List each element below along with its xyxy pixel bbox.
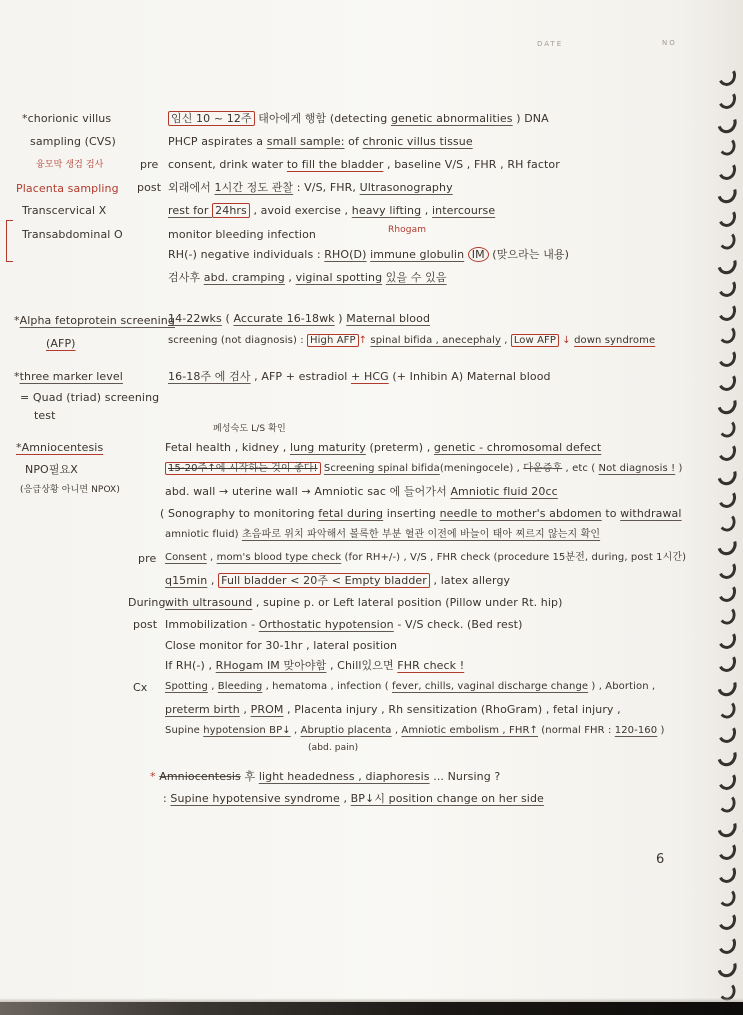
note-segment: ... Nursing ? <box>429 770 501 783</box>
amnio-line-during <box>165 596 563 610</box>
note-segment: Bleeding <box>217 681 263 692</box>
amnio-line-2 <box>165 463 682 476</box>
note-segment: Accurate 16-18wk <box>233 312 335 325</box>
spiral-binding <box>712 66 742 1001</box>
cvs-korean-label <box>36 160 103 171</box>
note-segment: *chorionic villus <box>22 112 112 125</box>
note-segment: , <box>206 552 217 563</box>
note-segment: , baseline V/S , FHR , RH factor <box>383 158 560 171</box>
note-segment: (+ Inhibin A) Maternal blood <box>388 370 551 383</box>
note-segment: , <box>391 725 402 736</box>
note-segment: genetic - chromosomal defect <box>433 441 602 454</box>
note-segment: fever, chills, vaginal discharge change <box>391 681 589 692</box>
note-segment: ) <box>675 463 683 474</box>
spiral-coil <box>716 650 738 674</box>
note-segment: , hematoma , infection ( <box>262 681 392 692</box>
note-segment: 다운증후 <box>523 463 563 474</box>
note-segment: , supine p. or Left lateral position (Pillow under Rt. hip) <box>252 596 563 609</box>
note-segment: 15-20주↑에 시작하는 것이 좋다! <box>165 462 321 475</box>
note-segment: Supine <box>165 725 204 736</box>
note-segment: Amniotic embolism , FHR↑ <box>401 725 538 736</box>
note-segment: Amniotic fluid 20cc <box>450 485 558 498</box>
note-segment: High AFP <box>307 334 359 347</box>
amnio-abd-pain-note <box>308 743 358 754</box>
note-segment: amniotic fluid) <box>165 529 242 540</box>
note-segment: ( Sonography to monitoring <box>160 507 319 520</box>
afp-title <box>14 314 175 328</box>
date-label: DATE <box>537 40 564 48</box>
spiral-coil <box>716 369 738 393</box>
note-segment: 검사후 <box>168 271 204 284</box>
note-segment: Screening spinal bifida <box>323 463 440 474</box>
amnio-ls-annotation <box>213 424 286 435</box>
note-segment: Amniocentesis <box>159 770 241 783</box>
note-segment: sampling (CVS) <box>30 135 116 148</box>
spiral-coil <box>718 230 736 250</box>
amnio-line-pre <box>165 552 686 565</box>
note-segment: * <box>14 314 20 327</box>
cvs-line-1 <box>168 112 549 126</box>
note-segment: consent, drink water <box>168 158 287 171</box>
note-segment: Immobilization - <box>165 618 259 631</box>
spiral-coil <box>716 158 738 182</box>
spiral-coil <box>718 699 736 719</box>
note-segment: abd. wall → uterine wall → Amniotic sac 에 들어가서 <box>165 485 451 498</box>
spiral-coil <box>716 768 738 792</box>
note-segment: PHCP aspirates a <box>168 135 267 148</box>
note-segment: ) <box>657 725 665 736</box>
note-segment: , <box>421 204 432 217</box>
note-segment: FHR check ! <box>397 659 465 672</box>
rhogam-annotation <box>388 225 426 236</box>
note-segment: intercourse <box>431 204 496 217</box>
spiral-coil <box>714 109 740 136</box>
amnio-cx-label <box>133 681 147 695</box>
note-segment: abd. cramping <box>203 271 285 284</box>
note-segment: , etc ( <box>562 463 599 474</box>
note-segment: , latex allergy <box>429 574 511 587</box>
spiral-coil <box>714 391 740 418</box>
amnio-line-1 <box>165 441 601 455</box>
amnio-line-5 <box>165 529 600 542</box>
note-segment: monitor bleeding infection <box>168 228 316 241</box>
three-marker-line2 <box>20 391 159 405</box>
cvs-line-post <box>168 181 453 195</box>
note-segment: , <box>290 725 301 736</box>
cvs-line-rh <box>168 248 569 262</box>
spiral-coil <box>714 743 740 770</box>
note-segment: , <box>207 574 219 587</box>
note-segment: (AFP) <box>46 337 76 350</box>
note-segment: Orthostatic hypotension <box>258 618 394 631</box>
spiral-coil <box>718 418 736 438</box>
note-segment: Close monitor for 30-1hr , lateral position <box>165 639 398 652</box>
cvs-transcervical <box>22 204 106 218</box>
note-segment: (abd. pain) <box>308 743 359 753</box>
spiral-coil <box>714 954 740 981</box>
spiral-coil <box>716 838 738 862</box>
spiral-coil <box>716 862 738 886</box>
three-marker-title <box>14 370 123 384</box>
note-segment: 폐성숙도 L/S 확인 <box>213 424 286 434</box>
spiral-coil <box>716 64 738 88</box>
spiral-coil <box>718 512 736 532</box>
note-segment: 있을 수 있음 <box>385 271 447 284</box>
spiral-coil <box>718 324 736 344</box>
note-segment: pre <box>138 552 157 565</box>
spiral-coil <box>716 627 738 651</box>
note-segment: 태아에게 행함 (detecting <box>254 112 391 125</box>
spiral-coil <box>716 557 738 581</box>
note-segment: - V/S check. (Bed rest) <box>393 618 523 631</box>
note-segment: 24hrs <box>212 203 250 218</box>
note-segment: , <box>239 703 251 716</box>
amnio-line-cx1 <box>165 681 655 694</box>
note-segment: (meningocele) , <box>439 463 524 474</box>
note-segment: with ultrasound <box>165 596 253 609</box>
spiral-coil <box>718 605 736 625</box>
note-segment: genetic abnormalities <box>390 112 513 125</box>
note-segment: Placenta sampling <box>16 182 119 195</box>
note-segment: = Quad (triad) screening <box>20 391 160 404</box>
note-segment: Maternal blood <box>346 312 431 325</box>
amnio-npo-note <box>20 485 120 496</box>
note-segment: During <box>128 596 166 609</box>
note-segment: 초음파로 위치 파악해서 볼록한 부분 혈관 이전에 바늘이 태아 찌르지 않는지 확인 <box>241 529 601 540</box>
note-segment: Supine hypotensive syndrome <box>170 792 340 805</box>
note-segment: 후 <box>240 770 259 783</box>
spiral-coil <box>714 531 740 558</box>
cvs-title-line1 <box>22 112 111 126</box>
note-segment: Spotting <box>165 681 208 692</box>
note-segment: down syndrome <box>574 335 656 346</box>
note-segment: q15min <box>165 574 208 587</box>
note-segment: : V/S, FHR, <box>293 181 360 194</box>
spiral-coil <box>716 88 738 112</box>
note-segment: Full bladder < 20주 < Empty bladder <box>218 573 430 588</box>
note-segment: Fetal health , kidney , <box>165 441 290 454</box>
note-segment: post <box>133 618 158 631</box>
note-segment: Abruptio placenta <box>300 725 392 736</box>
page-number: 6 <box>656 852 665 867</box>
spiral-coil <box>716 721 738 745</box>
amnio-line-3 <box>165 485 558 499</box>
note-segment: (preterm) , <box>365 441 434 454</box>
note-segment: Transabdominal O <box>22 228 123 241</box>
note-segment: screening (not diagnosis) : <box>168 335 308 346</box>
spiral-coil <box>716 275 738 299</box>
note-segment: (맞으라는 내용) <box>488 248 570 261</box>
note-segment: , <box>500 335 511 346</box>
note-segment: 1시간 정도 관찰 <box>214 181 294 194</box>
spiral-coil <box>714 672 740 699</box>
cvs-line-monitor <box>168 228 316 242</box>
note-segment: 외래에서 <box>168 181 215 194</box>
note-segment: 120-160 <box>614 725 658 736</box>
note-segment: NPO필요X <box>25 463 78 476</box>
note-segment: needle to mother's abdomen <box>439 507 602 520</box>
note-segment: rest for <box>168 204 213 217</box>
note-segment: immune globulin <box>370 248 465 261</box>
note-segment: , <box>339 792 351 805</box>
spiral-coil <box>716 908 738 932</box>
note-segment: * <box>14 370 20 383</box>
note-segment: preterm birth <box>165 703 240 716</box>
note-segment: Consent <box>165 552 207 563</box>
spiral-coil <box>716 486 738 510</box>
note-segment: , AFP + estradiol <box>250 370 352 383</box>
note-segment: fetal during <box>318 507 384 520</box>
three-marker-line3 <box>34 409 56 423</box>
spiral-coil <box>716 346 738 370</box>
note-segment: RH(-) negative individuals : <box>168 248 325 261</box>
cvs-line-after <box>168 271 447 285</box>
note-segment: *Amniocentesis <box>16 441 104 454</box>
amnio-line-post2 <box>165 639 397 653</box>
amnio-line-cx3 <box>165 725 665 738</box>
note-segment: mom's blood type check <box>216 552 342 563</box>
note-segment: test <box>34 409 56 422</box>
note-segment: , <box>284 271 296 284</box>
note-segment: ↓ <box>559 335 571 346</box>
note-segment: Rhogam <box>388 225 427 235</box>
note-segment: chronic villus tissue <box>362 135 473 148</box>
spiral-coil <box>716 205 738 229</box>
spiral-coil <box>716 580 738 604</box>
amnio-line-post3 <box>165 659 464 673</box>
table-edge-shadow <box>0 1002 743 1015</box>
note-segment: ↑ <box>358 335 368 346</box>
note-segment: small sample: <box>266 135 345 148</box>
note-segment: (normal FHR : <box>538 725 615 736</box>
note-segment: (응급상황 아니면 NPOX) <box>20 485 120 495</box>
note-segment: ) , Abortion , <box>588 681 656 692</box>
note-segment: , Placenta injury , Rh sensitization (RhoGram) , fetal injury , <box>283 703 621 716</box>
star-question-line <box>150 770 500 784</box>
spiral-coil <box>714 461 740 488</box>
note-segment: 융모막 생검 검사 <box>36 160 104 170</box>
note-segment: inserting <box>383 507 440 520</box>
note-segment: 14-22wks <box>168 312 222 325</box>
cvs-line-2 <box>168 135 473 149</box>
spiral-coil <box>714 250 740 277</box>
amnio-line-bladder <box>165 574 510 588</box>
afp-line-1 <box>168 312 430 326</box>
note-segment: light headedness , diaphoresis <box>258 770 430 783</box>
note-segment: IM <box>468 247 489 262</box>
note-segment: * <box>150 770 160 783</box>
note-segment: RHogam IM 맞아야함 <box>215 659 327 672</box>
spiral-coil <box>718 887 736 907</box>
amnio-title <box>16 441 103 455</box>
spiral-coil <box>714 813 740 840</box>
note-segment: Low AFP <box>511 334 559 347</box>
cvs-line-rest <box>168 204 495 218</box>
note-segment: If RH(-) , <box>165 659 216 672</box>
star-answer-line <box>163 792 544 806</box>
spiral-coil <box>716 932 738 956</box>
note-segment: lung maturity <box>289 441 366 454</box>
note-segment: : <box>163 792 171 805</box>
note-segment: ( <box>221 312 234 325</box>
note-segment: to fill the bladder <box>286 158 384 171</box>
note-segment: three marker level <box>19 370 123 383</box>
note-segment: Cx <box>133 681 148 694</box>
no-label: NO <box>662 39 677 47</box>
note-segment: RHO(D) <box>324 248 367 261</box>
amnio-pre-label <box>138 552 156 566</box>
amnio-npo <box>25 463 78 477</box>
spiral-coil <box>716 439 738 463</box>
cvs-title-line2 <box>30 135 116 149</box>
note-segment: ) <box>334 312 347 325</box>
note-segment: Not diagnosis ! <box>598 463 676 474</box>
note-segment: , Chill있으면 <box>326 659 398 672</box>
note-segment: ) DNA <box>512 112 549 125</box>
red-bracket <box>6 220 13 262</box>
amnio-line-post1 <box>165 618 523 632</box>
cvs-post-label <box>137 181 161 195</box>
note-segment: (for RH+/-) , V/S , FHR check (procedure 15분전, during, post 1시간) <box>341 552 687 563</box>
spiral-coil <box>718 793 736 813</box>
cvs-transabdominal <box>22 228 123 242</box>
note-segment: Ultrasonography <box>359 181 453 194</box>
note-segment: viginal spotting <box>295 271 383 284</box>
spiral-coil <box>716 299 738 323</box>
note-segment: 임신 10 ~ 12주 <box>168 111 255 126</box>
note-segment: of <box>344 135 363 148</box>
note-segment: PROM <box>250 703 284 716</box>
amnio-during-label <box>128 596 166 610</box>
cvs-pre-label <box>140 158 158 172</box>
three-marker-content <box>168 370 551 384</box>
note-segment: hypotension BP↓ <box>203 725 291 736</box>
note-segment: to <box>601 507 621 520</box>
note-segment: Alpha fetoprotein screening <box>19 314 175 327</box>
note-segment: heavy lifting <box>351 204 422 217</box>
amnio-post-label <box>133 618 157 632</box>
afp-line-2 <box>168 335 655 348</box>
note-segment: 16-18주 에 검사 <box>168 370 251 383</box>
afp-abbrev <box>46 337 76 351</box>
amnio-line-4 <box>160 507 682 521</box>
note-segment: spinal bifida , anecephaly <box>370 335 501 346</box>
note-segment: , avoid exercise , <box>249 204 352 217</box>
note-segment: , <box>207 681 218 692</box>
note-segment: withdrawal <box>620 507 682 520</box>
cvs-placenta-label <box>16 182 119 196</box>
note-segment: + HCG <box>351 370 389 383</box>
note-segment: pre <box>140 158 159 171</box>
cvs-line-pre <box>168 158 560 172</box>
note-segment: Transcervical X <box>22 204 107 217</box>
amnio-line-cx2 <box>165 703 621 717</box>
spiral-coil <box>714 180 740 207</box>
note-segment: post <box>137 181 162 194</box>
note-segment: BP↓시 position change on her side <box>350 792 544 805</box>
spiral-coil <box>718 136 736 156</box>
